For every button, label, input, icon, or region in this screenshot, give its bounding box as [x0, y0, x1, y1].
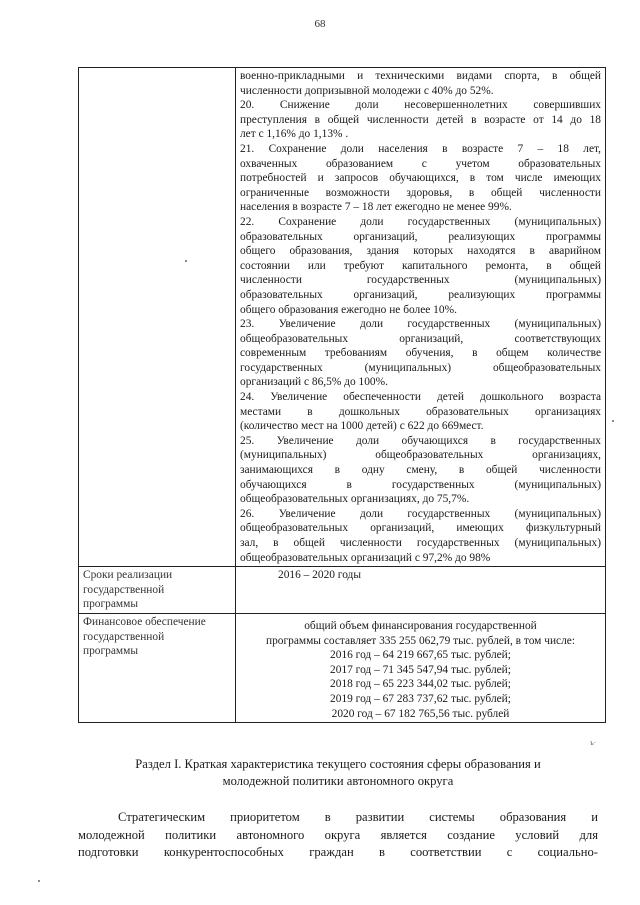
indicator-item-line: обучающихся в государственных (муниципальных)	[240, 478, 601, 491]
indicator-item-line: 20. Снижение доли несовершеннолетних совершивших	[240, 99, 601, 112]
finance-label-cell	[79, 613, 236, 722]
indicator-continuation-line: военно-прикладными и техническими видами спорта, в общей	[240, 70, 601, 82]
section-title-line-1: Раздел I. Краткая характеристика текущего состояния сферы образования и	[135, 757, 541, 771]
indicator-item-line: местами в дошкольных образовательных организациях	[240, 405, 601, 418]
indicator-item-line: зал, в общей численности государственных (муниципальных)	[240, 537, 601, 549]
indicator-item-line: общего образования ежегодно не более 10%.	[240, 303, 457, 316]
indicator-item	[240, 317, 601, 390]
finance-line: 2017 год – 71 345 547,94 тыс. рублей;	[330, 663, 511, 676]
indicator-item-line: 26. Увеличение доли государственных (муниципальных)	[240, 507, 601, 520]
indicator-item-line: преступления в общей численности детей в возрасте от 14 до 18	[240, 113, 601, 126]
indicator-item-line: состоянии или требуют капитального ремонта, в общей	[240, 259, 601, 272]
indicator-continuation	[240, 69, 601, 98]
indicator-item	[240, 434, 601, 507]
section-title-line-2: молодежной политики автономного округа	[222, 774, 454, 788]
indicator-item-line: численности государственных (муниципальных)	[240, 274, 601, 287]
indicator-item-line: общего образования, здания которых находятся в аварийном	[240, 245, 601, 258]
paragraph-line-2: молодежной политики автономного округа является создание условий для	[78, 827, 598, 842]
scan-mark: ъ·	[590, 739, 596, 747]
finance-content-cell	[236, 613, 606, 722]
indicator-item-line: 22. Сохранение доли государственных (муниципальных)	[240, 215, 601, 228]
period-row	[79, 567, 606, 614]
indicator-item-line: общеобразовательных организаций с 97,2% до 98%	[240, 551, 491, 564]
indicator-item	[240, 390, 601, 434]
finance-line: 2016 год – 64 219 667,65 тыс. рублей;	[330, 649, 511, 662]
page-number: 68	[314, 18, 326, 30]
finance-line: общий объем финансирования государственной	[304, 619, 537, 632]
indicators-label-cell	[79, 68, 236, 567]
period-label-cell	[79, 567, 236, 614]
indicator-item-line: ограниченные возможности здоровья, в общей численности	[240, 186, 601, 199]
finance-label-line: государственной	[83, 630, 165, 643]
indicator-item-line: общеобразовательных организациях, до 75,7%.	[240, 493, 470, 506]
program-passport-table	[78, 67, 606, 723]
indicators-list	[240, 69, 601, 565]
finance-line: 2020 год – 67 182 765,56 тыс. рублей	[331, 707, 510, 720]
indicator-item-line: 21. Сохранение доли населения в возрасте 7 – 18 лет,	[240, 142, 601, 155]
indicator-item-line: занимающихся в одну смену, в общей численности	[240, 464, 601, 477]
indicators-content-cell	[236, 68, 606, 567]
indicator-item-line: охваченных образованием с учетом образовательных	[240, 157, 601, 170]
finance-lines	[240, 619, 601, 721]
indicator-item-line: 24. Увеличение обеспеченности детей дошкольного возраста	[240, 391, 601, 404]
indicator-item-line: современным требованиям обучения, в общем количестве	[240, 347, 601, 360]
period-label-line: государственной	[83, 583, 165, 596]
indicator-item-line: (количество мест на 1000 детей) с 622 до 669мест.	[240, 420, 484, 433]
period-label	[83, 568, 231, 612]
finance-line: 2018 год – 65 223 344,02 тыс. рублей;	[330, 678, 511, 691]
scan-speck	[612, 420, 614, 422]
indicator-item-line: 23. Увеличение доли государственных (муниципальных)	[240, 318, 601, 331]
finance-label	[83, 615, 231, 659]
indicator-item	[240, 215, 601, 317]
finance-label-line: Финансовое обеспечение	[83, 615, 206, 628]
period-content-cell	[236, 567, 606, 614]
section-title	[78, 756, 598, 790]
finance-label-line: программы	[83, 645, 138, 658]
scan-speck	[38, 880, 40, 882]
finance-line: программы составляет 335 255 062,79 тыс. рублей, в том числе:	[265, 634, 576, 647]
indicator-item	[240, 142, 601, 215]
period-label-line: программы	[83, 598, 138, 611]
period-value: 2016 – 2020 годы	[278, 569, 362, 582]
indicator-item	[240, 98, 601, 142]
indicator-item-line: лет с 1,16% до 1,13% .	[240, 128, 349, 141]
indicator-item-line: общеобразовательных организаций, соответствующих	[240, 332, 601, 345]
paragraph-line-1: Стратегическим приоритетом в развитии системы образования и	[118, 810, 598, 824]
indicator-item-line: образовательных организаций, реализующих программы	[240, 230, 601, 243]
indicator-item	[240, 507, 601, 565]
paragraph-line-3: подготовки конкурентоспособных граждан в соответствии с социально-	[78, 845, 598, 859]
indicator-item-line: 25. Увеличение доли обучающихся в государственных	[240, 434, 601, 447]
finance-row	[79, 613, 606, 722]
indicator-continuation-line: численности допризывной молодежи с 40% до 52%.	[240, 84, 494, 97]
period-label-line: Сроки реализации	[83, 569, 173, 582]
indicator-item-line: потребностей и запросов обучающихся, в том числе имеющих	[240, 172, 601, 185]
indicator-item-line: организаций с 86,5% до 100%.	[240, 376, 388, 389]
indicator-item-line: населения в возрасте 7 – 18 лет ежегодно не менее 99%.	[240, 201, 512, 214]
indicator-item-line: общеобразовательных организаций, имеющих физкультурный	[240, 522, 601, 535]
body-paragraph	[78, 809, 598, 862]
indicator-item-line: образовательных организаций, реализующих программы	[240, 288, 601, 301]
finance-line: 2019 год – 67 283 737,62 тыс. рублей;	[330, 692, 511, 705]
indicator-item-line: государственных (муниципальных) общеобразовательных	[240, 361, 601, 374]
indicator-item-line: (муниципальных) общеобразовательных организациях,	[240, 449, 601, 462]
scan-speck	[185, 260, 187, 262]
indicators-row	[79, 68, 606, 567]
